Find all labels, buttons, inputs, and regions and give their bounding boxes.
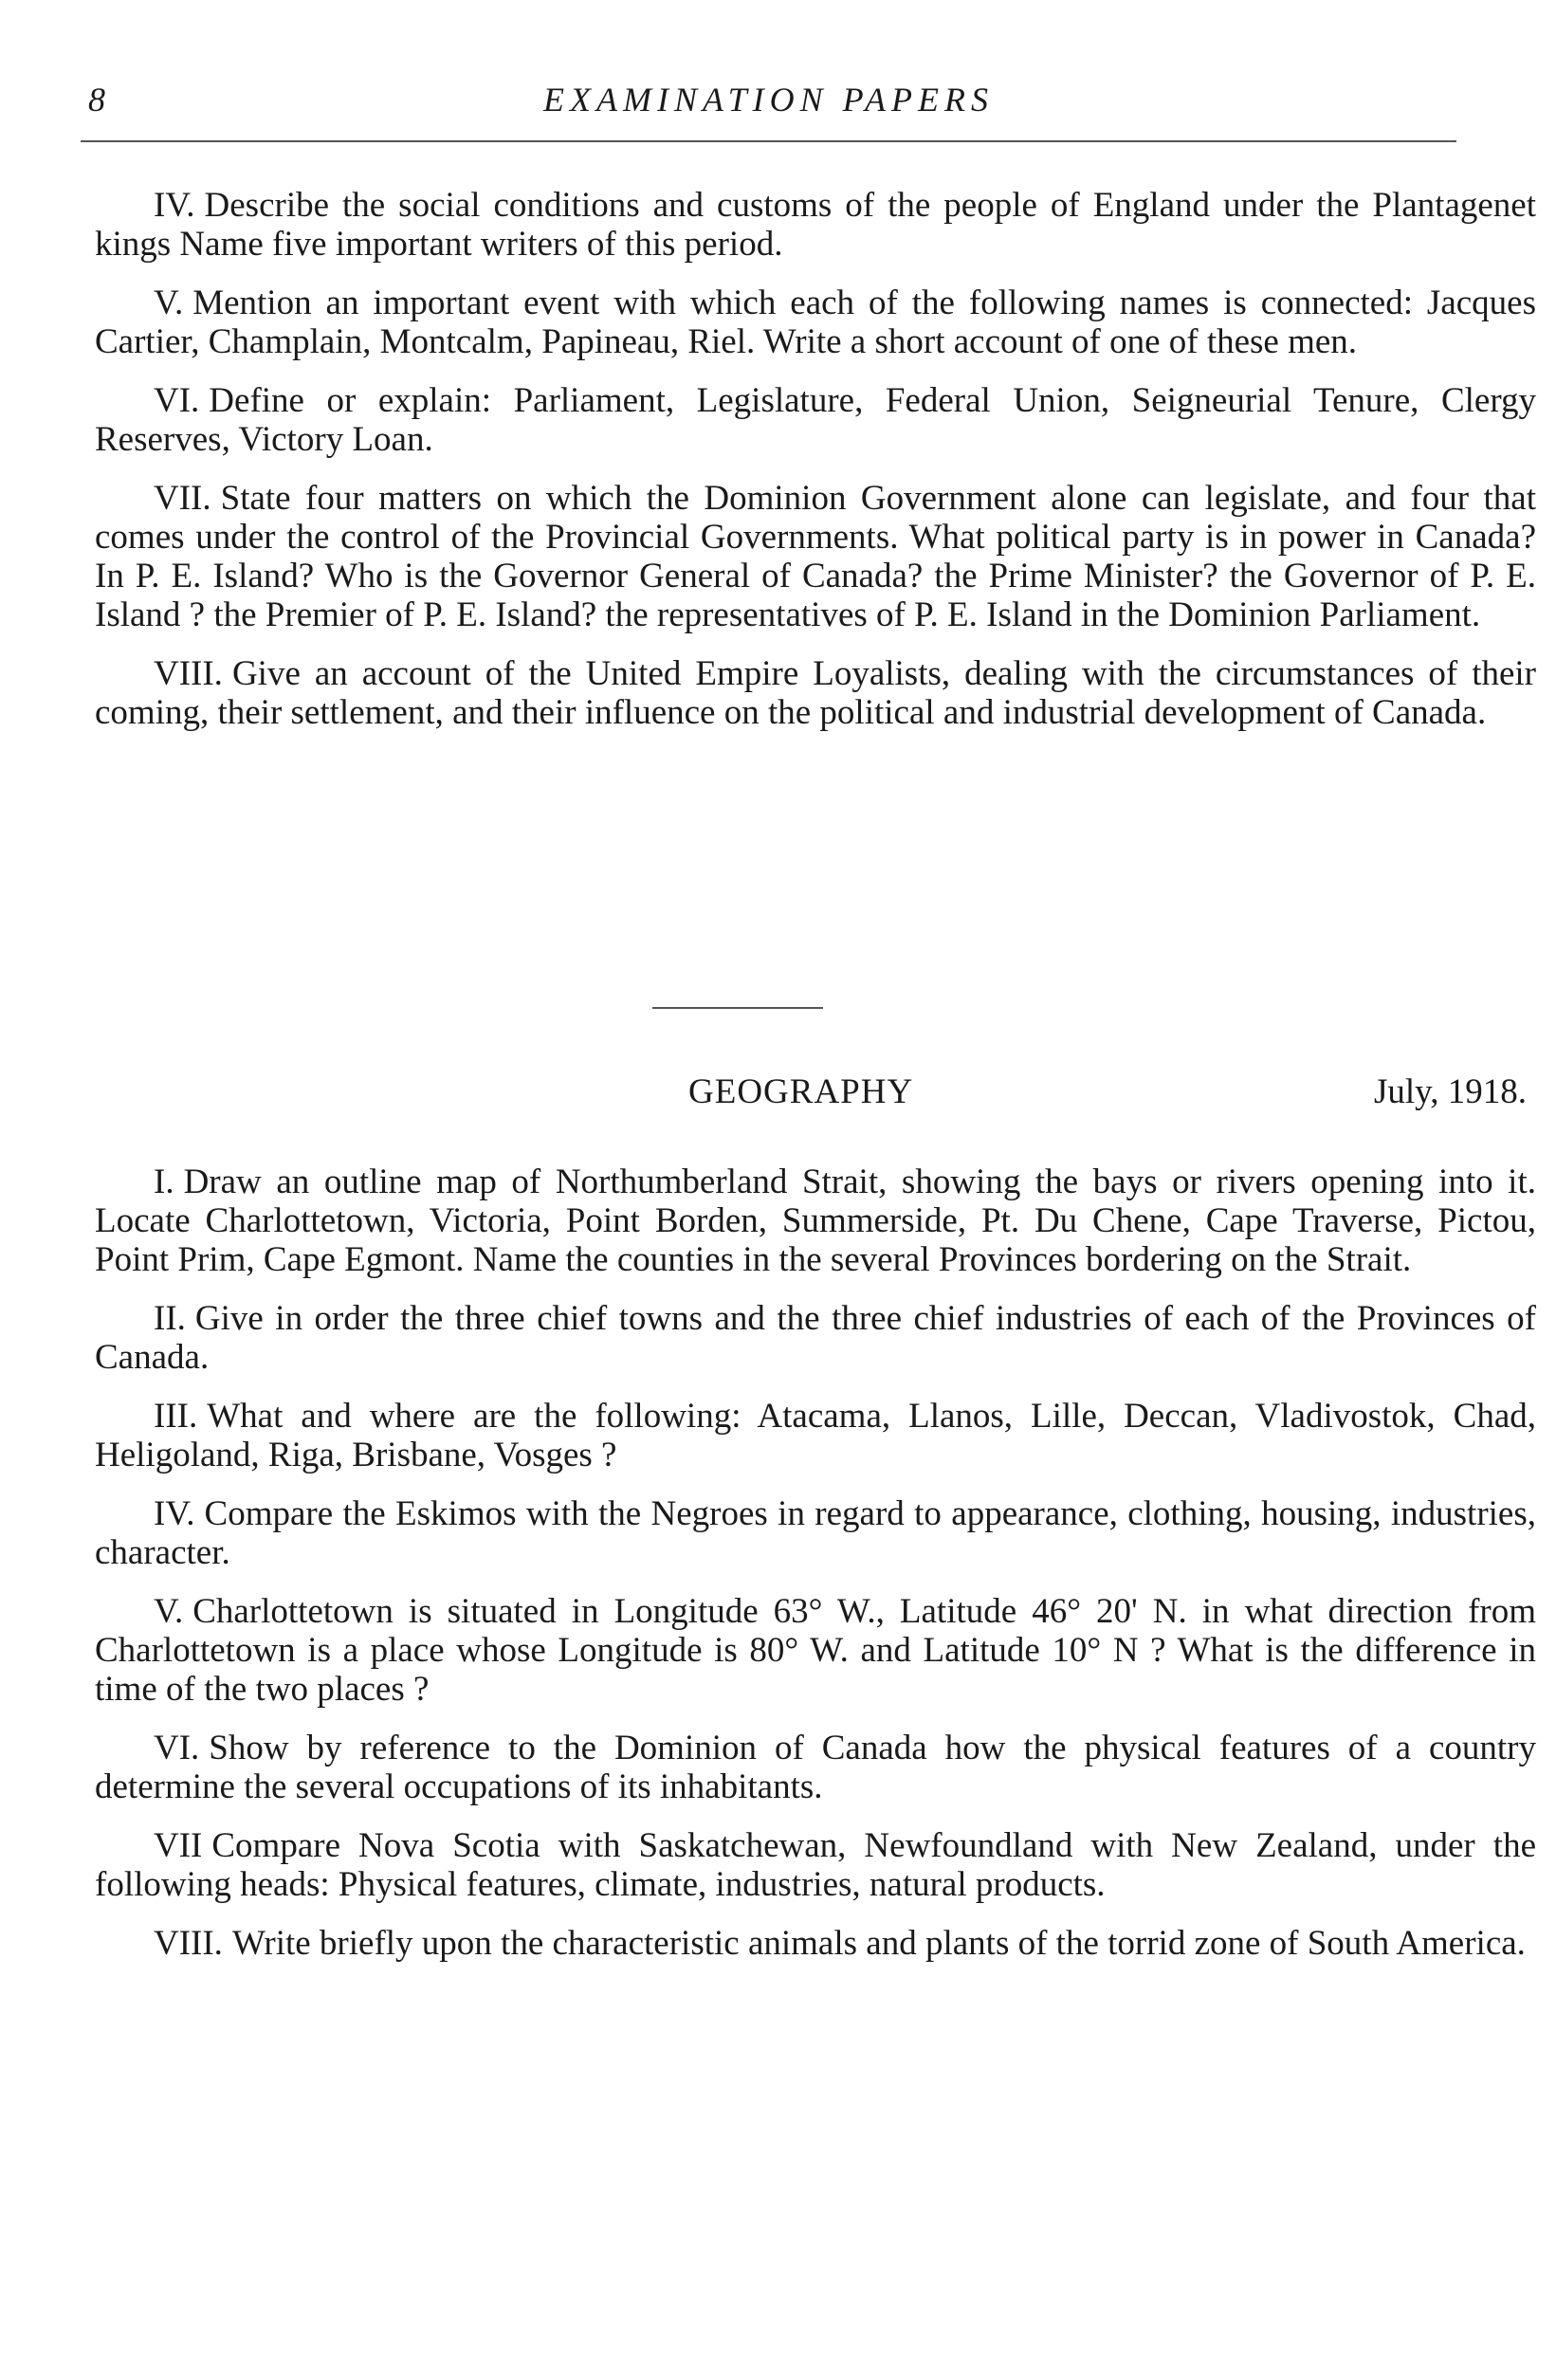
question-geography-viii — [95, 1924, 1536, 1963]
question-number: I. — [154, 1163, 174, 1201]
question-text: Give an account of the United Empire Loyalists, dealing with the circumstances of their coming, their settlement, and their influence on the political and industrial development of Canada. — [95, 654, 1536, 732]
question-number: IV. — [154, 186, 195, 225]
question-text: Charlottetown is situated in Longitude 63° W., Latitude 46° 20' N. in what direction from Charlottetown is a place whose Longitude is 80° W. and Latitude 10° N ? What is the difference in time of the two places ? — [95, 1592, 1536, 1709]
question-number: VII. — [154, 479, 211, 518]
question-number: VIII. — [154, 654, 223, 693]
page-header — [81, 74, 1456, 142]
question-geography-ii — [95, 1299, 1536, 1377]
question-number: VII — [154, 1826, 203, 1865]
question-geography-iv — [95, 1494, 1536, 1572]
question-history-viii — [95, 654, 1536, 732]
question-text: Give in order the three chief towns and the three chief industries of each of the Provinces of Canada. — [95, 1299, 1536, 1377]
question-text: Mention an important event with which each of the following names is connected: Jacques Cartier, Champlain, Montcalm, Papineau, Riel. Write a short account of one of these men. — [95, 284, 1536, 361]
question-history-iv — [95, 186, 1536, 264]
question-geography-i — [95, 1163, 1536, 1279]
geography-heading — [95, 1071, 1536, 1119]
section-title: GEOGRAPHY — [688, 1072, 914, 1111]
question-geography-vi — [95, 1729, 1536, 1806]
question-geography-iii — [95, 1397, 1536, 1474]
question-history-vii — [95, 479, 1536, 634]
question-text: Define or explain: Parliament, Legislature, Federal Union, Seigneurial Tenure, Clergy Reserves, Victory Loan. — [95, 381, 1536, 459]
question-geography-v — [95, 1592, 1536, 1709]
question-number: VIII. — [154, 1924, 223, 1963]
question-text: Compare the Eskimos with the Negroes in regard to appearance, clothing, housing, industries, character. — [95, 1494, 1536, 1572]
question-number: IV. — [154, 1494, 195, 1533]
question-text: Describe the social conditions and customs of the people of England under the Plantagenet kings Name five important writers of this period. — [95, 186, 1536, 264]
question-number: III. — [154, 1397, 198, 1436]
section-divider — [652, 1007, 823, 1009]
question-text: Draw an outline map of Northumberland Strait, showing the bays or rivers opening into it. Locate Charlottetown, Victoria, Point Borden, Summerside, Pt. Du Chene, Cape Traverse, Pictou, Point Prim, Cape Egmont. Name the counties in the several Provinces bordering on the Strait. — [95, 1163, 1536, 1279]
question-geography-vii — [95, 1826, 1536, 1904]
question-text: What and where are the following: Atacama, Llanos, Lille, Deccan, Vladivostok, Chad, Heligoland, Riga, Brisbane, Vosges ? — [95, 1397, 1536, 1474]
page-number: 8 — [88, 81, 105, 119]
question-number: VI. — [154, 381, 200, 420]
question-text: State four matters on which the Dominion Government alone can legislate, and four that comes under the control of the Provincial Governments. What political party is in power in Canada? In P. E. Island? Who is the Governor General of Canada? the Prime Minister? the Governor of P. E. Island ? the Premier of P. E. Island? the representatives of P. E. Island in the Dominion Parliament. — [95, 479, 1536, 634]
question-text: Write briefly upon the characteristic animals and plants of the torrid zone of South America. — [231, 1924, 1526, 1963]
question-history-v — [95, 284, 1536, 361]
question-text: Compare Nova Scotia with Saskatchewan, Newfoundland with New Zealand, under the following heads: Physical features, climate, industries, natural products. — [95, 1826, 1536, 1904]
question-number: II. — [154, 1299, 186, 1338]
exam-date: July, 1918. — [1373, 1072, 1527, 1111]
question-number: VI. — [154, 1729, 200, 1767]
geography-questions — [95, 1163, 1536, 1983]
question-history-vi — [95, 381, 1536, 459]
history-questions — [95, 186, 1536, 752]
question-number: V. — [154, 1592, 184, 1631]
running-title: EXAMINATION PAPERS — [543, 81, 994, 119]
question-number: V. — [154, 284, 184, 322]
question-text: Show by reference to the Dominion of Canada how the physical features of a country determine the several occupations of its inhabitants. — [95, 1729, 1536, 1806]
